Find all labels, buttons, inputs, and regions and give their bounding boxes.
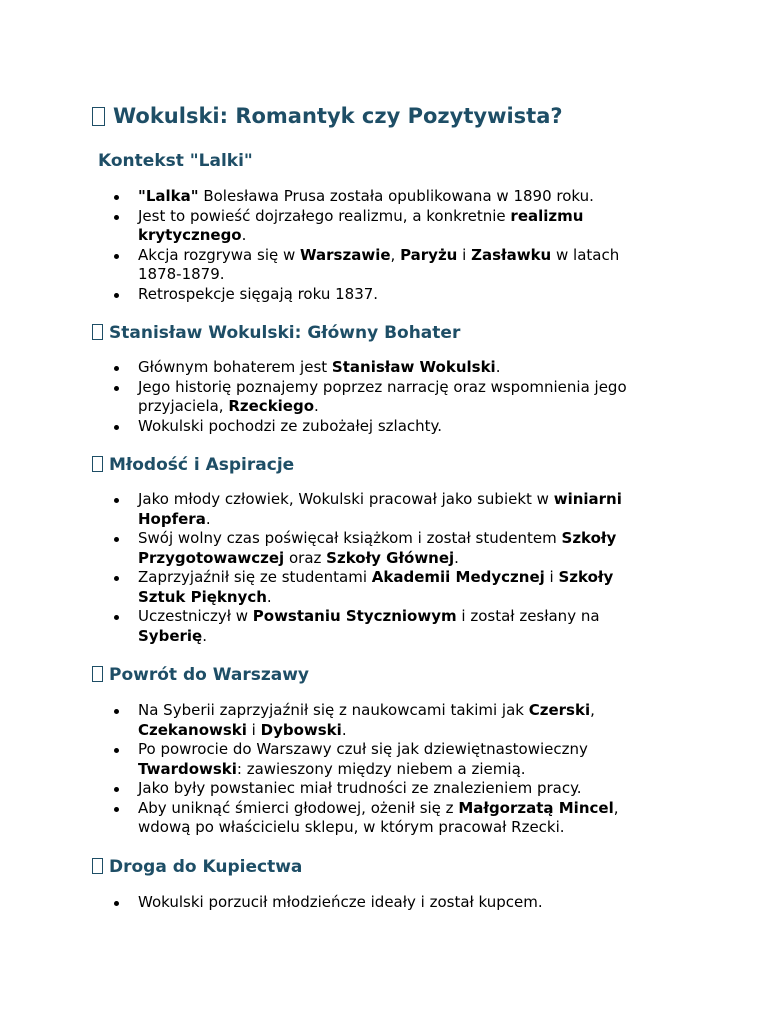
missing-glyph-icon — [92, 858, 103, 874]
list-item: Akcja rozgrywa się w Warszawie, Paryżu i Zasławku w latach 1878-1879. — [92, 246, 648, 285]
bold-text: Stanisław Wokulski — [331, 358, 496, 376]
section-main-hero — [92, 321, 692, 436]
missing-glyph-icon — [92, 107, 105, 126]
bold-text: Dybowski — [260, 720, 342, 739]
section-return — [92, 663, 692, 838]
list-item: Zaprzyjaźnił się ze studentami Akademii Medycznej i Szkoły Sztuk Pięknych. — [92, 568, 648, 607]
missing-glyph-icon — [92, 456, 103, 472]
bold-text: Powstaniu Styczniowym — [252, 607, 457, 625]
bold-text: Syberię — [138, 626, 203, 645]
list-item: Jego historię poznajemy poprzez narrację oraz wspomnienia jego przyjaciela, Rzeckiego. — [92, 378, 648, 417]
missing-glyph-icon — [92, 666, 103, 682]
bold-text: winiarni Hopfera — [138, 490, 622, 528]
list-item: Retrospekcje sięgają roku 1837. — [92, 285, 648, 305]
section-heading: Powrót do Warszawy — [92, 663, 692, 687]
bold-text: Paryżu — [400, 245, 458, 264]
section-merchant — [92, 855, 692, 913]
bold-text: Akademii Medycznej — [371, 568, 545, 586]
bold-text: Małgorzatą Mincel — [458, 798, 614, 817]
bold-text: Twardowski — [138, 759, 237, 778]
section-heading: Stanisław Wokulski: Główny Bohater — [92, 321, 692, 345]
bullet-list — [92, 358, 692, 436]
section-heading: Droga do Kupiectwa — [92, 855, 692, 879]
list-item: Jako były powstaniec miał trudności ze znalezieniem pracy. — [92, 779, 648, 799]
bold-text: "Lalka" — [138, 187, 199, 205]
bold-text: Rzeckiego — [228, 397, 315, 415]
list-item: Głównym bohaterem jest Stanisław Wokulski. — [92, 358, 648, 378]
list-item: Jako młody człowiek, Wokulski pracował jako subiekt w winiarni Hopfera. — [92, 490, 648, 529]
page-title — [92, 100, 692, 132]
list-item: Aby uniknąć śmierci głodowej, ożenił się z Małgorzatą Mincel, wdową po właścicielu sklepu, w którym pracował Rzecki. — [92, 799, 648, 838]
list-item: Uczestniczył w Powstaniu Styczniowym i został zesłany na Syberię. — [92, 607, 648, 646]
bold-text: Warszawie — [300, 245, 391, 264]
bold-text: Czerski — [528, 701, 591, 719]
section-heading: Młodość i Aspiracje — [92, 453, 692, 477]
bold-text: Szkoły Przygotowawczej — [138, 529, 617, 567]
missing-glyph-icon — [92, 324, 103, 340]
list-item: Na Syberii zaprzyjaźnił się z naukowcami takimi jak Czerski, Czekanowski i Dybowski. — [92, 701, 648, 740]
section-context — [92, 149, 692, 304]
bold-text: Szkoły Głównej — [326, 548, 455, 567]
page-title-text: Wokulski: Romantyk czy Pozytywista? — [113, 104, 563, 128]
list-item: Wokulski pochodzi ze zubożałej szlachty. — [92, 417, 648, 437]
list-item: Wokulski porzucił młodzieńcze ideały i został kupcem. — [92, 893, 648, 913]
bold-text: Czekanowski — [138, 720, 247, 739]
list-item: Jest to powieść dojrzałego realizmu, a konkretnie realizmu krytycznego. — [92, 207, 648, 246]
bold-text: Szkoły Sztuk Pięknych — [138, 568, 614, 606]
bullet-list — [92, 187, 692, 304]
bold-text: realizmu krytycznego — [138, 206, 584, 244]
bullet-list — [92, 893, 692, 913]
bold-text: Zasławku — [471, 245, 552, 264]
list-item: "Lalka" Bolesława Prusa została opublikowana w 1890 roku. — [92, 187, 648, 207]
bullet-list — [92, 490, 692, 646]
section-heading: Kontekst "Lalki" — [98, 151, 253, 171]
bullet-list — [92, 701, 692, 838]
list-item: Po powrocie do Warszawy czuł się jak dziewiętnastowieczny Twardowski: zawieszony między niebem a ziemią. — [92, 740, 648, 779]
document-page — [92, 100, 692, 912]
section-youth — [92, 453, 692, 646]
list-item: Swój wolny czas poświęcał książkom i został studentem Szkoły Przygotowawczej oraz Szkoły Głównej. — [92, 529, 648, 568]
